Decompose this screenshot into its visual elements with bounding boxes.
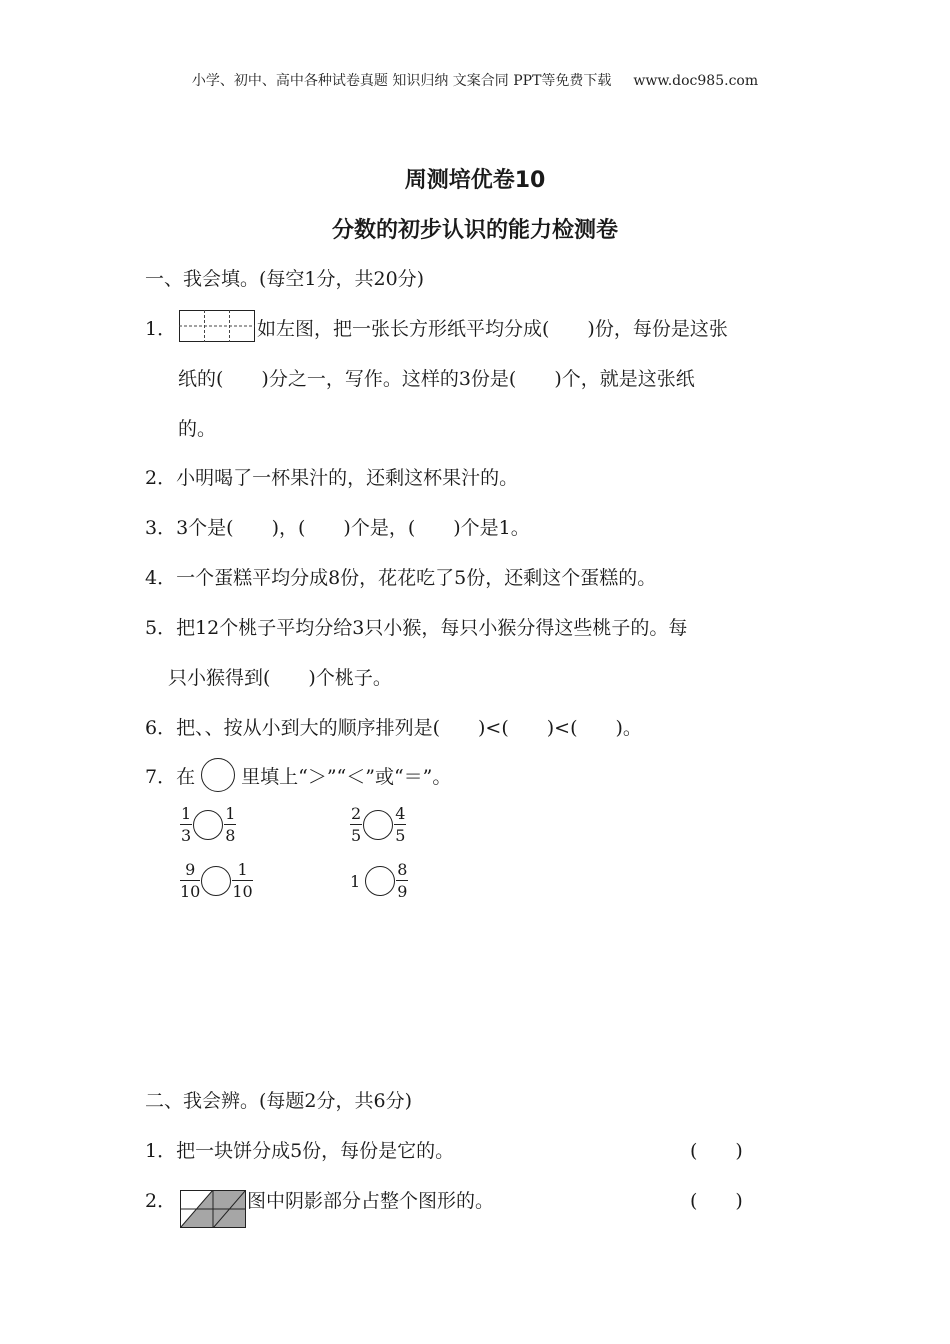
q3-text: 3个是( )，( )个是，( )个是1。 <box>176 517 530 539</box>
q2 <box>145 463 518 490</box>
q5-number: 5． <box>145 617 177 639</box>
fraction: $\frac{1}{8}$ <box>225 804 236 845</box>
fraction: $\frac{9}{10}$ <box>180 860 201 901</box>
page-title: 周测培优卷10 <box>404 168 546 193</box>
rectangle-divided-figure <box>179 310 255 342</box>
fraction: $\frac{4}{5}$ <box>395 804 406 845</box>
s2-q1-text: 把一块饼分成5份，每份是它的。 <box>176 1140 455 1162</box>
q1-text-a: 如左图，把一张长方形纸平均分成( )份，每份是这张 <box>257 318 728 340</box>
q3 <box>145 513 530 540</box>
q1-line1 <box>145 314 176 341</box>
s2-q2-answer-blank[interactable]: ( ) <box>690 1190 743 1212</box>
q1-text-b: 纸的( )分之一，写作。这样的3份是( )个，就是这张纸 <box>178 368 695 390</box>
q5-text-a: 把12个桃子平均分给3只小猴，每只小猴分得这些桃子的。每 <box>176 617 688 639</box>
q7-post: 里填上“＞”“＜”或“＝”。 <box>241 765 452 788</box>
comparison-item <box>350 806 406 844</box>
compare-circle[interactable] <box>365 866 395 896</box>
s2-q2-text: 图中阴影部分占整个图形的。 <box>247 1190 495 1212</box>
fraction: $\frac{1}{10}$ <box>232 860 253 901</box>
fraction: $\frac{8}{9}$ <box>397 860 408 901</box>
fraction: $\frac{1}{3}$ <box>181 804 192 845</box>
answer-circle-icon <box>201 758 235 792</box>
q1-text-c: 的。 <box>178 418 217 440</box>
header-text: 小学、初中、高中各种试卷真题 知识归纳 文案合同 PPT等免费下载 <box>191 73 612 89</box>
q6-text: 把、、按从小到大的顺序排列是( )<( )<( )。 <box>176 717 642 739</box>
q3-number: 3． <box>145 517 177 539</box>
comparison-item <box>180 806 236 844</box>
compare-circle[interactable] <box>193 810 223 840</box>
q5-line1 <box>145 613 687 640</box>
q4-text: 一个蛋糕平均分成8份，花花吃了5份，还剩这个蛋糕的。 <box>176 567 657 589</box>
comparison-item <box>350 862 408 900</box>
q1-number: 1． <box>145 318 177 340</box>
comparison-item <box>180 862 253 900</box>
q4-number: 4． <box>145 567 177 589</box>
page-subtitle: 分数的初步认识的能力检测卷 <box>331 218 618 243</box>
s2-q1 <box>145 1136 454 1163</box>
s2-q2-number: 2． <box>145 1190 177 1212</box>
shaded-parallelogram-figure <box>180 1190 246 1228</box>
section1-heading: 一、我会填。(每空1分，共20分) <box>145 268 425 290</box>
q7-pre: 在 <box>176 765 196 788</box>
q4 <box>145 563 656 590</box>
whole-number: 1 <box>350 871 361 891</box>
compare-circle[interactable] <box>363 810 393 840</box>
q7-number: 7． <box>145 765 177 788</box>
page-header <box>0 70 950 90</box>
q2-text: 小明喝了一杯果汁的，还剩这杯果汁的。 <box>176 467 519 489</box>
q6 <box>145 713 642 740</box>
fraction: $\frac{2}{5}$ <box>351 804 362 845</box>
section2-heading: 二、我会辨。(每题2分，共6分) <box>145 1090 413 1112</box>
q6-number: 6． <box>145 717 177 739</box>
s2-q1-answer-blank[interactable]: ( ) <box>690 1140 743 1162</box>
q5-text-b: 只小猴得到( )个桃子。 <box>168 667 392 689</box>
header-site: www.doc985.com <box>633 73 759 89</box>
q7 <box>145 758 451 792</box>
s2-q1-number: 1． <box>145 1140 177 1162</box>
compare-circle[interactable] <box>201 866 231 896</box>
q2-number: 2． <box>145 467 177 489</box>
